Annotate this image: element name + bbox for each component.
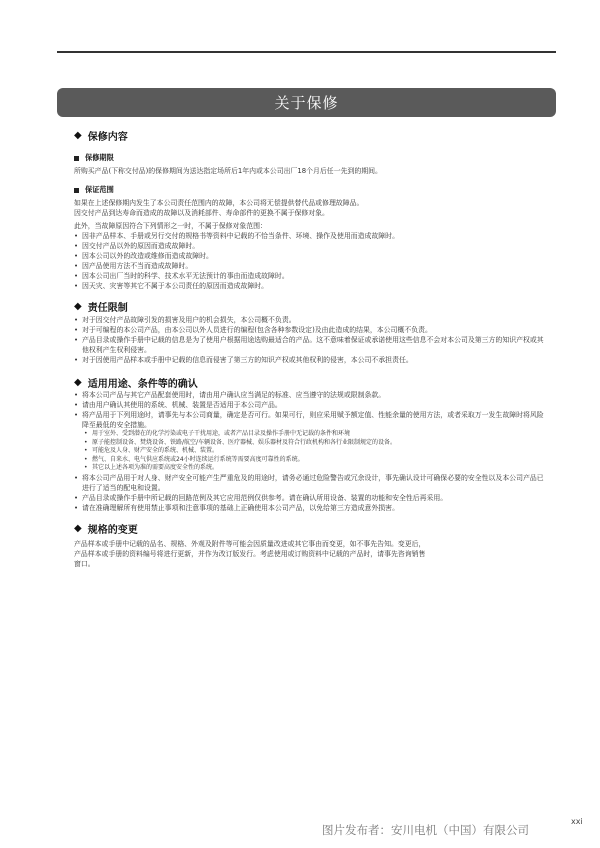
list-item: • 对于因交付产品故障引发的损害及用户的机会损失，本公司概不负责。 (74, 315, 544, 325)
diamond-icon: ◆ (74, 129, 82, 141)
section-heading: 适用用途、条件等的确认 (87, 378, 198, 390)
subsection-heading: 保证范围 (85, 185, 114, 194)
page-title: 关于保修 (274, 94, 339, 112)
sub-list-item: • 其它以上述各项为准的需要高度安全性的系统。 (74, 464, 544, 473)
application-list-2 (74, 473, 544, 513)
liability-list (74, 315, 544, 365)
exclusion-list (74, 231, 544, 291)
application-sublist (74, 430, 544, 473)
application-list (74, 390, 544, 430)
section-application (74, 375, 544, 389)
list-item: • 请在准确理解所有使用禁止事项和注意事项的基础上正确使用本公司产品，以免给第三方造成意外损害。 (74, 503, 544, 513)
section-warranty-content (74, 128, 544, 142)
list-item: • 因本公司以外的改造或维修而造成故障时。 (74, 251, 544, 261)
section-heading: 责任限制 (87, 302, 128, 314)
list-item: • 产品目录或操作手册中记载的信息是为了使用户根据用途选购最适合的产品。这不意味着保证或承诺使用这些信息不会对本公司及第三方的知识产权或其他权利产生权利侵害。 (74, 335, 544, 355)
subsection-period (74, 153, 544, 163)
content (74, 128, 544, 569)
sub-list-item: • 可能危及人身、财产安全的系统、机械、装置。 (74, 447, 544, 456)
subsection-heading: 保修期限 (85, 153, 114, 162)
list-item: • 对于可编程的本公司产品，由本公司以外人员进行的编程(包含各种参数设定)及由此造成的结果，本公司概不负责。 (74, 325, 544, 335)
scope-intro: 此外，当故障原因符合下列情形之一时，不属于保修对象范围： (74, 222, 267, 230)
section-liability (74, 299, 544, 313)
list-item: • 将本公司产品与其它产品配套使用时，请由用户确认应当满足的标准、应当遵守的法规或限制条款。 (74, 390, 544, 400)
square-bullet-icon (74, 188, 79, 193)
top-rule (57, 51, 556, 53)
list-item: • 因天灾、灾害等其它不属于本公司责任的原因而造成故障时。 (74, 281, 544, 291)
title-bar (57, 88, 556, 117)
square-bullet-icon (74, 156, 79, 161)
list-item: • 将本公司产品用于对人身、财产安全可能产生严重危及的用途时，请务必通过危险警告或冗余设计，事先确认设计可确保必要的安全性以及本公司产品已进行了适当的配电和设置。 (74, 473, 544, 493)
section-heading: 规格的变更 (87, 525, 138, 537)
list-item: • 因产品使用方法不当而造成故障时。 (74, 261, 544, 271)
list-item: • 因非产品样本、手册或另行交付的规格书等资料中记载的不恰当条件、环境、操作及使用而造成故障时。 (74, 231, 544, 241)
list-item: • 将产品用于下列用途时，请事先与本公司商量，确定是否可行。如果可行，则应采用赋予额定值、性能余量的使用方法，或者采取万一发生故障时将风险降至最低的安全措施。 (74, 410, 544, 430)
diamond-icon: ◆ (74, 376, 82, 388)
subsection-scope (74, 185, 544, 195)
list-item: • 因交付产品以外的原因而造成故障时。 (74, 241, 544, 251)
list-item: • 产品目录或操作手册中所记载的回路范例及其它应用范例仅供参考。请在确认所用设备、装置的功能和安全性后再采用。 (74, 493, 544, 503)
spec-line: 产品样本或手册中记载的品名、规格、外观及附件等可能会因质量改进或其它事由而变更，如不事先告知。变更后， (74, 539, 426, 548)
list-item: • 因本公司出厂当时的科学、技术水平无法预计的事由而造成故障时。 (74, 271, 544, 281)
list-item: • 请由用户确认其使用的系统、机械、装置是否适用于本公司产品。 (74, 400, 544, 410)
spec-line: 窗口。 (74, 559, 95, 568)
sub-list-item: • 燃气、自来水、电气供应系统或24小时连续运行系统等需要高度可靠性的系统。 (74, 456, 544, 465)
sub-list-item: • 原子能控制设备、焚烧设备、铁路/航空/车辆设备、医疗器械、娱乐器材及符合行政机构和各行业限制规定的设备。 (74, 439, 544, 448)
sub-list-item: • 用于室外、受到潜在的化学污染或电子干扰用途，或者产品目录及操作手册中无记载的条件和环境 (74, 430, 544, 439)
diamond-icon: ◆ (74, 300, 82, 312)
publisher-watermark: 图片发布者：安川电机（中国）有限公司 (322, 823, 529, 837)
scope-line: 如果在上述保修期内发生了本公司责任范围内的故障，本公司将无偿提供替代品或修理故障品。 (74, 199, 364, 207)
section-spec-change (74, 522, 544, 536)
period-text: 所购买产品(下称交付品)的保修期间为送达指定场所后1年内或本公司出厂18个月后任一先到的期间。 (74, 167, 382, 175)
list-item: • 对于因使用产品样本或手册中记载的信息而侵害了第三方的知识产权或其他权利的侵害，本公司不承担责任。 (74, 355, 544, 365)
spec-line: 产品样本或手册的资料编号将进行更新，并作为改订版发行。考虑使用或订购资料中记载的产品时，请事先咨询销售 (74, 549, 426, 558)
scope-line: 因交付产品到达寿命而造成的故障以及消耗部件、寿命部件的更换不属于保修对象。 (74, 209, 329, 217)
section-heading: 保修内容 (87, 131, 128, 143)
diamond-icon: ◆ (74, 523, 82, 535)
page-number: xxi (571, 817, 583, 826)
